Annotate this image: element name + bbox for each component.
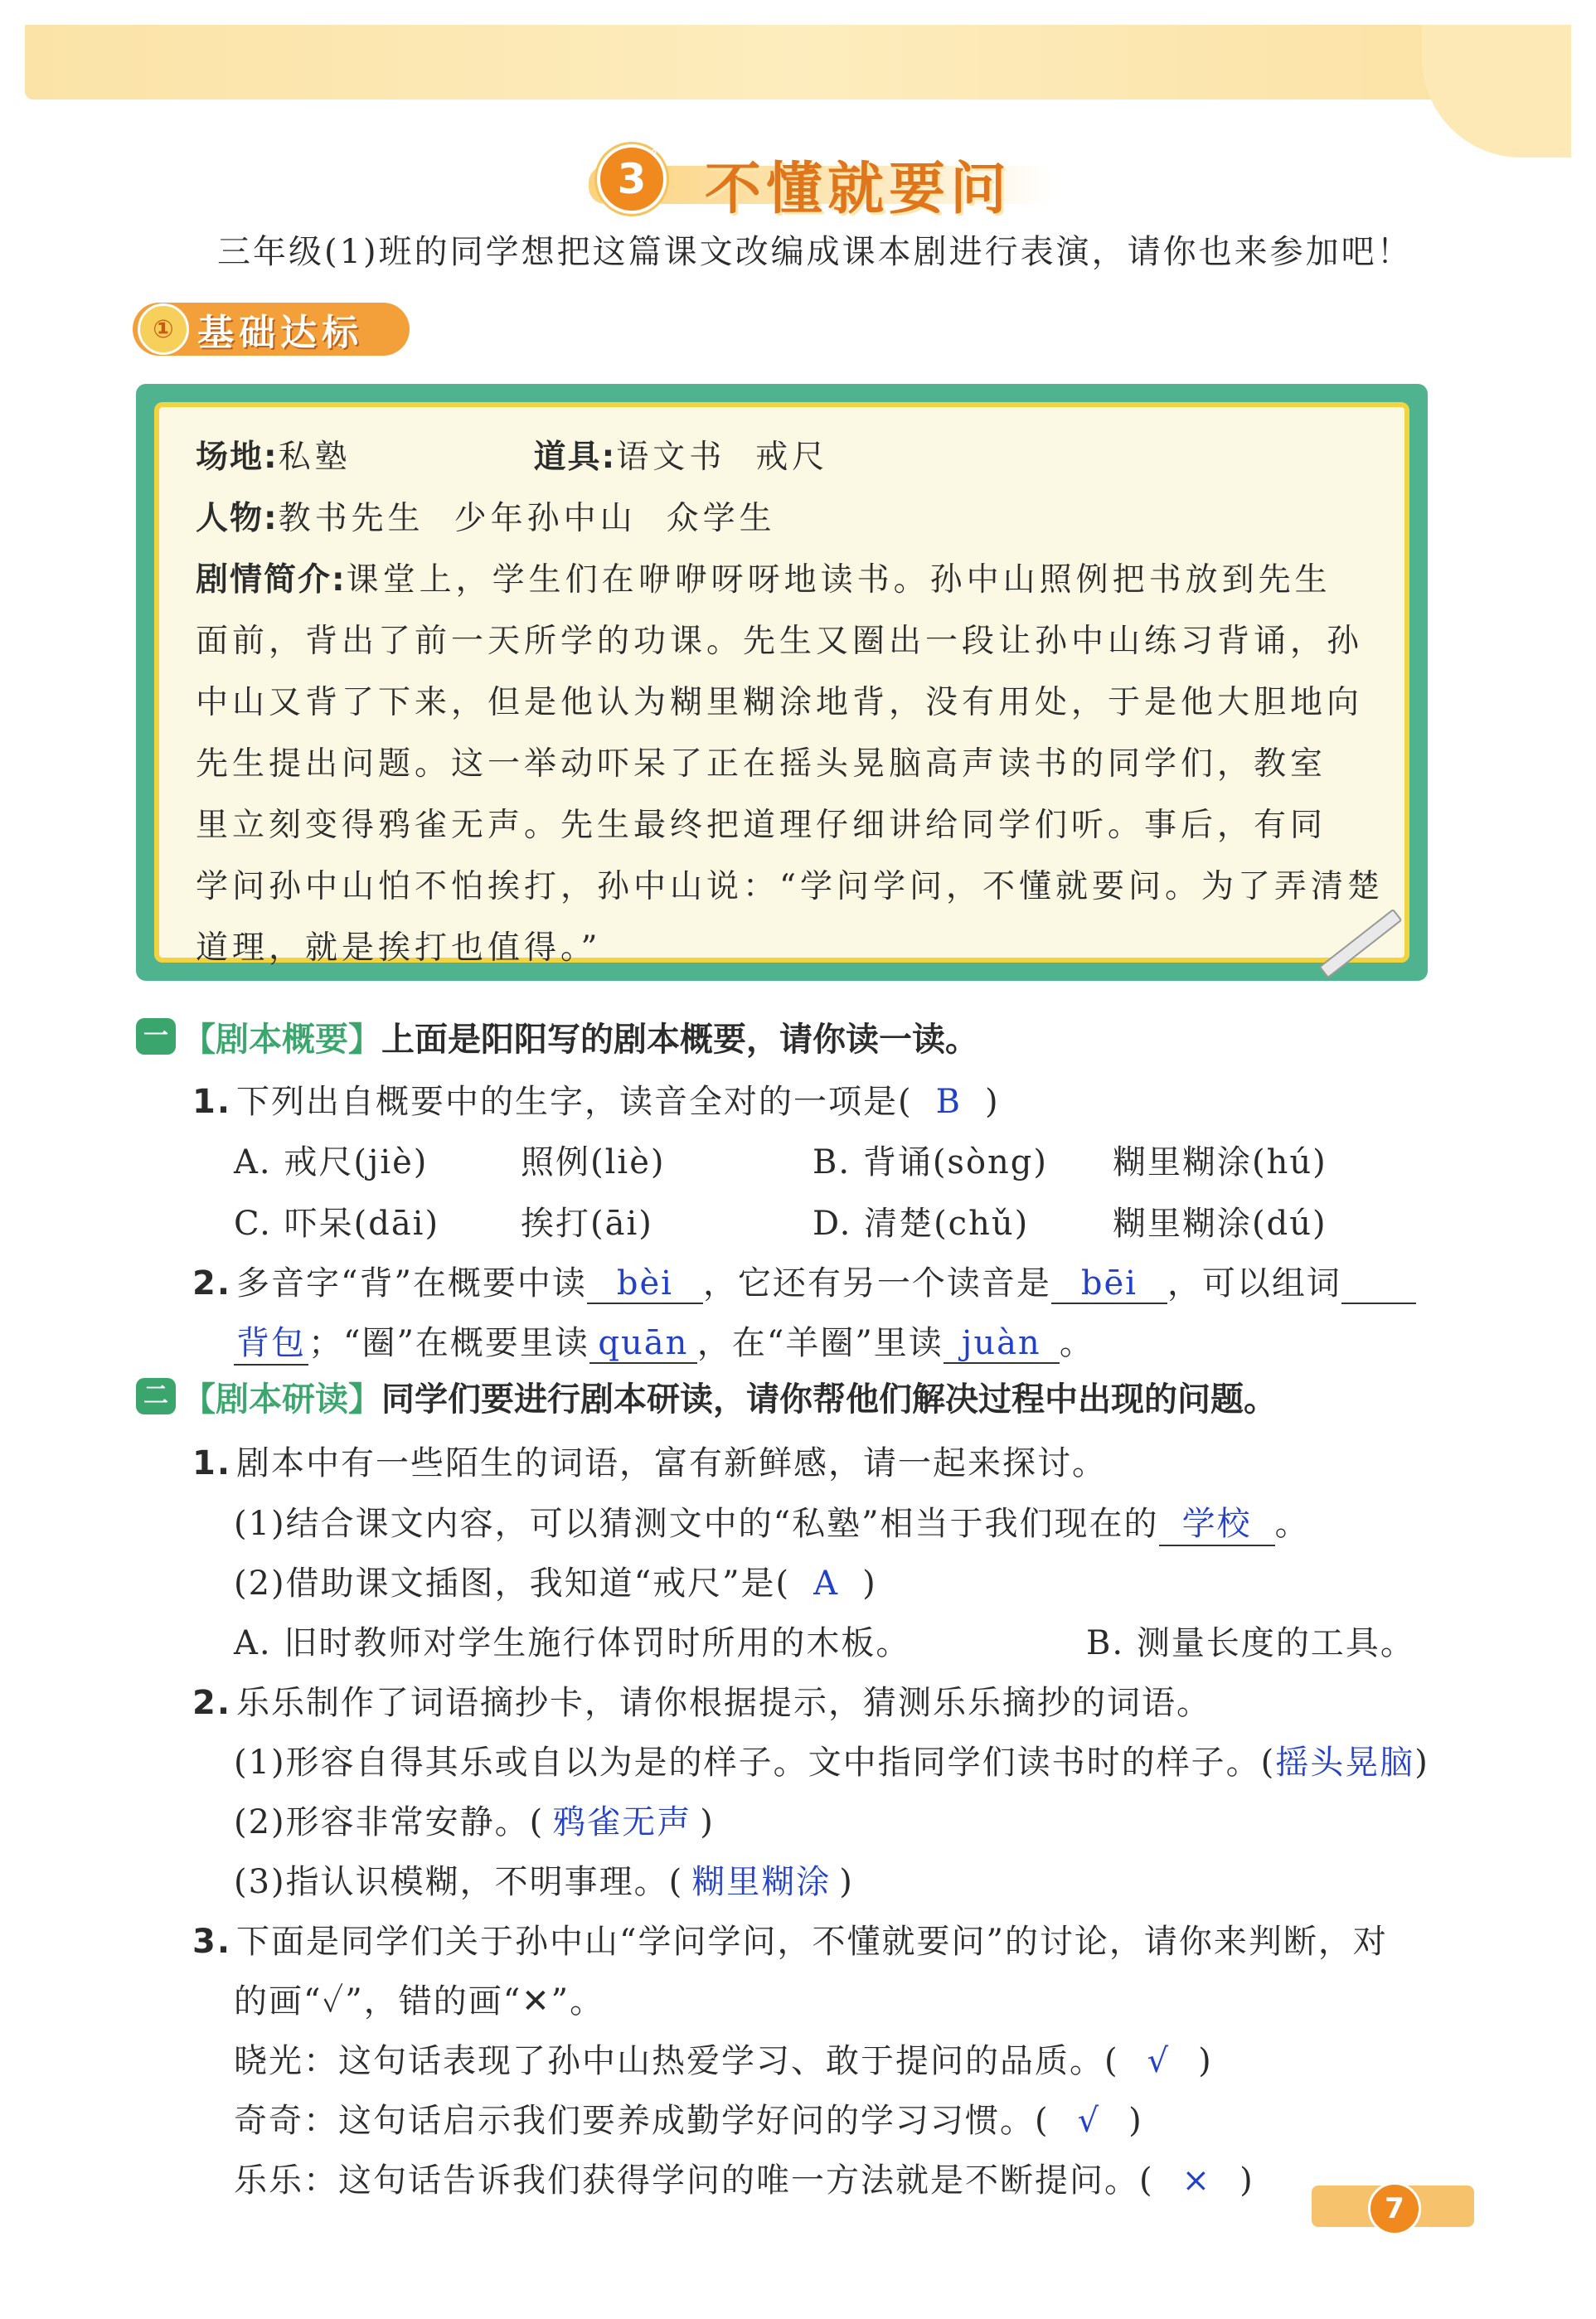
- role-3: 众学生: [666, 500, 776, 537]
- medal-icon: ①: [138, 303, 189, 355]
- p2-q2-sub1-text: (1)形容自得其乐或自以为是的样子。文中指同学们读书时的样子。(: [234, 1744, 1276, 1782]
- p2-q2-sub3-answer: 糊里糊涂: [691, 1863, 832, 1901]
- p2-q3-row-close: ): [1239, 2161, 1254, 2200]
- q2-answer-1: bèi: [587, 1264, 703, 1304]
- p2-q3-stem-cont: 的画“✓”，错的画“✕”。: [234, 1982, 605, 2021]
- p2-q1-sub1-answer: 学校: [1159, 1497, 1275, 1546]
- q1-option: B. 背诵(sòng): [813, 1143, 1049, 1181]
- q2-text: 。: [1059, 1324, 1094, 1362]
- q1-option: 糊里糊涂(dú): [1113, 1205, 1327, 1243]
- p2-q3-row: [234, 2094, 1143, 2142]
- venue-props-line: [196, 427, 1368, 488]
- script-summary-box: [136, 384, 1428, 981]
- props-label: 道具:: [533, 439, 617, 476]
- p2-q1-option-a: A. 旧时教师对学生施行体罚时所用的木板。: [234, 1624, 911, 1662]
- q2-stem: [192, 1257, 1416, 1304]
- p2-q1-sub1-end: 。: [1274, 1505, 1310, 1543]
- p2-q1-stem: [192, 1437, 1107, 1484]
- q1-stem: [192, 1075, 1000, 1123]
- plot-line: [196, 550, 1368, 611]
- p2-q3-row: [234, 2035, 1213, 2082]
- part2-heading: [136, 1373, 1277, 1419]
- q2-answer-3: 背包: [234, 1317, 308, 1366]
- part2-title: 同学们要进行剧本研读，请你帮他们解决过程中出现的问题。: [381, 1380, 1277, 1419]
- part1-title: 上面是阳阳写的剧本概要，请你读一读。: [381, 1020, 978, 1059]
- page-number: 7: [1368, 2182, 1421, 2235]
- p2-q2-sub2-answer: 鸦雀无声: [552, 1803, 692, 1841]
- plot-line: 中山又背了下来，但是他认为糊里糊涂地背，没有用处，于是他大胆地向: [196, 684, 1364, 721]
- p2-q2-sub3-text: (3)指认识模糊，不明事理。(: [234, 1863, 684, 1901]
- q2-answer-5: juàn: [944, 1324, 1060, 1364]
- q1-option: 照例(liè): [521, 1143, 666, 1181]
- part2-number: 二: [136, 1378, 176, 1414]
- q2-text: ，可以组词: [1167, 1264, 1341, 1303]
- section-label: 基础达标: [197, 312, 363, 354]
- q1-option: A. 戒尺(jiè): [234, 1143, 429, 1181]
- lesson-title: [580, 141, 1078, 222]
- script-summary-inner: [154, 402, 1409, 967]
- p2-q2-sub1: [234, 1736, 1429, 1783]
- p2-q3-row-close: ): [1128, 2102, 1143, 2140]
- q1-option: C. 吓呆(dāi): [234, 1205, 440, 1243]
- p2-q3-text: 下面是同学们关于孙中山“学问学问，不懂就要问”的讨论，请你来判断，对: [236, 1923, 1388, 1961]
- plot-label: 剧情简介:: [196, 561, 347, 599]
- p2-q2-sub2-text: (2)形容非常安静。(: [234, 1803, 545, 1841]
- p2-q2-text: 乐乐制作了词语摘抄卡，请你根据提示，猜测乐乐摘抄的词语。: [236, 1684, 1212, 1722]
- plot-line: 学问孙中山怕不怕挨打，孙中山说：“学问学问，不懂就要问。为了弄清楚: [196, 868, 1384, 905]
- role-2: 少年孙中山: [454, 500, 637, 537]
- q2-answer-4: quān: [589, 1324, 697, 1364]
- q2-blank-tail: [1341, 1264, 1416, 1304]
- p2-q3-row-text: 晓光：这句话表现了孙中山热爱学习、敢于提问的品质。(: [234, 2042, 1119, 2080]
- plot-line: 里立刻变得鸦雀无声。先生最终把道理仔细讲给同学们听。事后，有同: [196, 807, 1327, 844]
- p2-q3-row-answer: √: [1077, 2102, 1101, 2140]
- q1-number: 1.: [192, 1083, 232, 1121]
- p2-q1-sub2-end: ): [862, 1565, 877, 1603]
- venue-label: 场地:: [196, 439, 279, 476]
- q1-close: ): [985, 1083, 1000, 1121]
- venue-value: 私塾: [278, 439, 352, 476]
- plot-line: 先生提出问题。这一举动吓呆了正在摇头晃脑高声读书的同学们，教室: [196, 745, 1327, 783]
- q2-answer-2: bēi: [1051, 1264, 1167, 1304]
- p2-q2-stem: [192, 1676, 1211, 1724]
- p2-q2-number: 2.: [192, 1684, 232, 1722]
- part1-tag: 【剧本概要】: [182, 1020, 381, 1059]
- lesson-star: *: [650, 141, 661, 166]
- p2-q2-sub2: [234, 1796, 715, 1843]
- q2-stem-cont: [234, 1317, 1094, 1366]
- p2-q3-row: [234, 2154, 1254, 2201]
- p2-q2-sub1-answer: 摇头晃脑: [1275, 1744, 1415, 1782]
- p2-q3-row-close: ): [1198, 2042, 1213, 2080]
- p2-q1-sub2-text: (2)借助课文插图，我知道“戒尺”是(: [234, 1565, 791, 1603]
- p2-q1-sub1-text: (1)结合课文内容，可以猜测文中的“私塾”相当于我们现在的: [234, 1505, 1159, 1543]
- q2-text: ，在“羊圈”里读: [696, 1324, 944, 1362]
- role-1: 教书先生: [278, 500, 424, 537]
- p2-q2-sub3-end: ): [839, 1863, 854, 1901]
- q2-text: 多音字“背”在概要中读: [236, 1264, 587, 1303]
- part1-number: 一: [136, 1018, 176, 1055]
- section-badge: [133, 303, 410, 356]
- lesson-title-text: 不懂就要问: [705, 157, 1012, 222]
- q1-option: D. 清楚(chǔ): [813, 1205, 1030, 1243]
- q1-text: 下列出自概要中的生字，读音全对的一项是(: [236, 1083, 913, 1121]
- p2-q3-row-text: 奇奇：这句话启示我们要养成勤学好问的学习习惯。(: [234, 2102, 1050, 2140]
- p2-q1-sub2: [234, 1557, 877, 1604]
- p2-q1-sub2-answer: A: [813, 1565, 840, 1603]
- q1-option: 挨打(āi): [521, 1205, 653, 1243]
- top-banner-corner: [1422, 25, 1571, 158]
- p2-q1-number: 1.: [192, 1444, 232, 1482]
- p2-q3-row-answer: ×: [1181, 2161, 1212, 2200]
- plot-line: 面前，背出了前一天所学的功课。先生又圈出一段让孙中山练习背诵，孙: [196, 623, 1364, 660]
- p2-q3-row-answer: √: [1147, 2042, 1171, 2080]
- p2-q1-sub1: [234, 1497, 1310, 1546]
- roles-label: 人物:: [196, 500, 279, 537]
- p2-q2-sub3: [234, 1856, 854, 1903]
- p2-q2-sub1-end: ): [1414, 1744, 1429, 1782]
- top-banner: [25, 25, 1571, 99]
- q1-option: 糊里糊涂(hú): [1113, 1143, 1327, 1181]
- q2-text: ；“圈”在概要里读: [308, 1324, 589, 1362]
- q2-number: 2.: [192, 1264, 232, 1303]
- q2-text: ，它还有另一个读音是: [702, 1264, 1051, 1303]
- p2-q3-row-text: 乐乐：这句话告诉我们获得学问的唯一方法就是不断提问。(: [234, 2161, 1154, 2200]
- p2-q3-number: 3.: [192, 1923, 232, 1961]
- roles-line: [196, 488, 1368, 550]
- p2-q1-option-b: B. 测量长度的工具。: [1086, 1624, 1415, 1662]
- q1-answer: B: [935, 1083, 963, 1121]
- lesson-number-badge: 3: [597, 144, 667, 214]
- p2-q2-sub2-end: ): [700, 1803, 715, 1841]
- intro-text: 三年级(1)班的同学想把这篇课文改编成课本剧进行表演，请你也来参加吧！: [217, 233, 1413, 271]
- p2-q1-text: 剧本中有一些陌生的词语，富有新鲜感，请一起来探讨。: [236, 1444, 1108, 1482]
- props-value-2: 戒尺: [755, 439, 829, 476]
- props-value-1: 语文书: [616, 439, 726, 476]
- part1-heading: [136, 1013, 978, 1060]
- p2-q3-stem: [192, 1915, 1388, 1962]
- plot-line: 道理，就是挨打也值得。”: [196, 929, 602, 967]
- part2-tag: 【剧本研读】: [182, 1380, 381, 1419]
- plot-text: 课堂上，学生们在咿咿呀呀地读书。孙中山照例把书放到先生: [346, 561, 1332, 599]
